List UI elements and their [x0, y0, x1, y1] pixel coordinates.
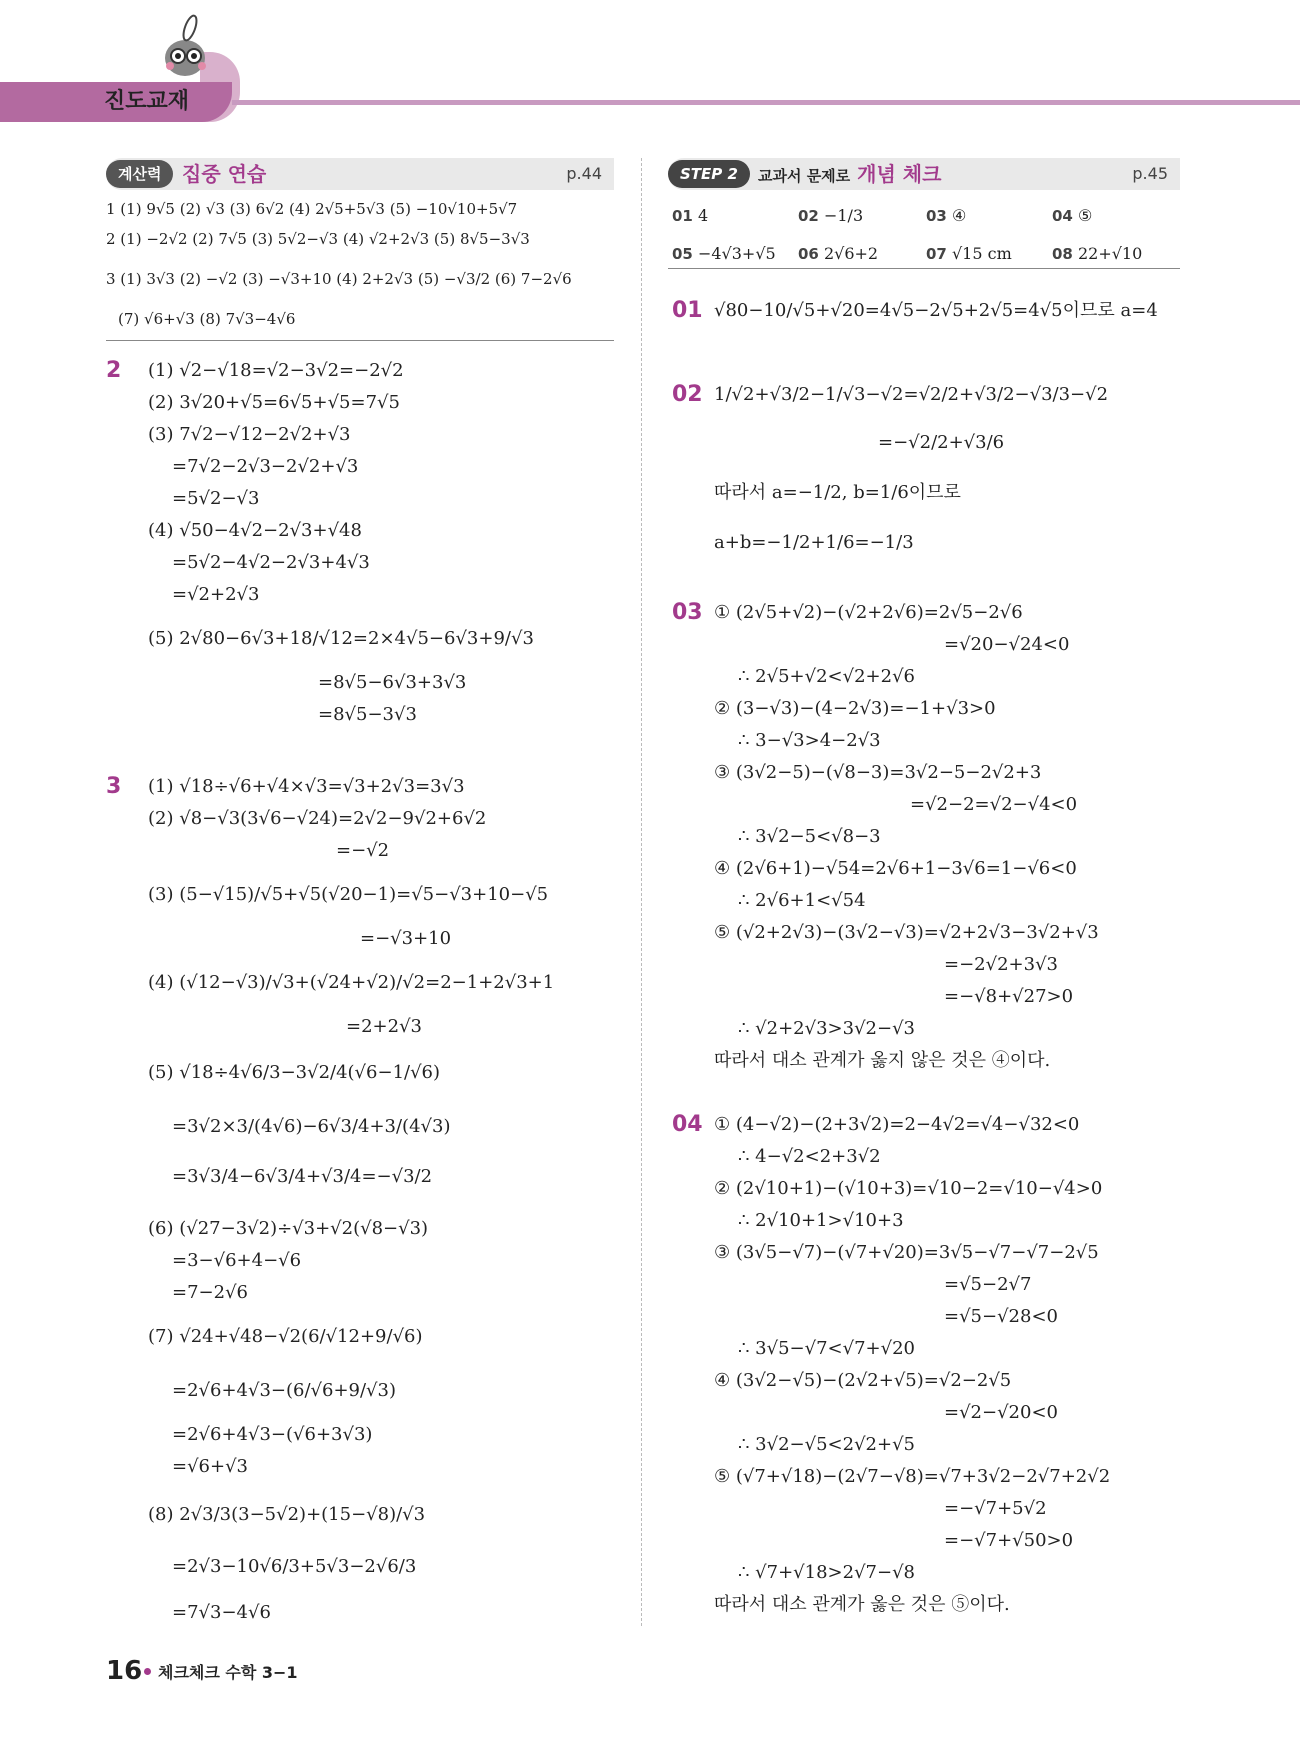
solution-line: 따라서 대소 관계가 옳은 것은 ⑤이다.: [714, 1594, 1010, 1615]
solution-line: =2√6+4√3−(√6+3√3): [172, 1424, 373, 1445]
solution-line: =√6+√3: [172, 1456, 249, 1477]
solution-line: =7−2√6: [172, 1282, 248, 1303]
solution-line: ① (4−√2)−(2+3√2)=2−4√2=√4−√32<0: [714, 1114, 1080, 1135]
answer-08: 08 22+√10: [1052, 244, 1143, 263]
answer-07: 07 √15 cm: [926, 244, 1012, 263]
divider: [668, 268, 1180, 269]
problem-number: 2: [106, 358, 122, 383]
solution-line: (4) (√12−√3)/√3+(√24+√2)/√2=2−1+2√3+1: [148, 972, 555, 993]
answer-02: 02 −1/3: [798, 206, 864, 225]
problem-number: 04: [672, 1112, 703, 1137]
solution-line: (8) 2√3/3(3−5√2)+(15−√8)/√3: [148, 1504, 426, 1525]
solution-line: =−√7+√50>0: [944, 1530, 1074, 1551]
solution-line: ∴ 3√2−√5<2√2+√5: [738, 1434, 916, 1455]
solution-line: =2√3−10√6/3+5√3−2√6/3: [172, 1556, 417, 1577]
solution-line: =5√2−4√2−2√3+4√3: [172, 552, 370, 573]
step-badge: STEP 2: [668, 160, 750, 188]
answer-line: 3 (1) 3√3 (2) −√2 (3) −√3+10 (4) 2+2√3 (5) −√3/2 (6) 7−2√6: [106, 270, 572, 288]
solution-line: =√20−√24<0: [944, 634, 1070, 655]
bullet-icon: [144, 1668, 151, 1675]
section-title: 집중 연습: [182, 162, 267, 186]
solution-line: =√2−√20<0: [944, 1402, 1058, 1423]
solution-line: =−2√2+3√3: [944, 954, 1058, 975]
answer-line: 1 (1) 9√5 (2) √3 (3) 6√2 (4) 2√5+5√3 (5) −10√10+5√7: [106, 200, 518, 218]
solution-line: ∴ 2√5+√2<√2+2√6: [738, 666, 916, 687]
solution-line: ⑤ (√7+√18)−(2√7−√8)=√7+3√2−2√7+2√2: [714, 1466, 1111, 1487]
header-line: [232, 100, 1300, 105]
solution-line: =7√3−4√6: [172, 1602, 271, 1623]
left-section-header: [106, 158, 614, 190]
column-divider: [641, 158, 643, 1626]
page-number: 16: [106, 1656, 143, 1686]
mascot-icon: [150, 14, 220, 84]
solution-line: (5) 2√80−6√3+18/√12=2×4√5−6√3+9/√3: [148, 628, 534, 649]
section-title-prefix: 교과서 문제로: [758, 167, 851, 185]
solution-line: ∴ √2+2√3>3√2−√3: [738, 1018, 916, 1039]
solution-line: a+b=−1/2+1/6=−1/3: [714, 532, 914, 553]
solution-line: =−√7+5√2: [944, 1498, 1047, 1519]
solution-line: =−√2/2+√3/6: [878, 432, 1005, 453]
solution-line: √80−10/√5+√20=4√5−2√5+2√5=4√5이므로 a=4: [714, 300, 1158, 321]
problem-number: 01: [672, 298, 703, 323]
problem-number: 02: [672, 382, 703, 407]
solution-line: =5√2−√3: [172, 488, 260, 509]
solution-line: =√2−2=√2−√4<0: [910, 794, 1078, 815]
solution-line: =8√5−6√3+3√3: [318, 672, 467, 693]
solution-line: ③ (3√5−√7)−(√7+√20)=3√5−√7−√7−2√5: [714, 1242, 1099, 1263]
solution-line: ① (2√5+√2)−(√2+2√6)=2√5−2√6: [714, 602, 1023, 623]
solution-line: =3−√6+4−√6: [172, 1250, 302, 1271]
answer-05: 05 −4√3+√5: [672, 244, 776, 263]
solution-line: (5) √18÷4√6/3−3√2/4(√6−1/√6): [148, 1062, 441, 1083]
solution-line: ④ (2√6+1)−√54=2√6+1−3√6=1−√6<0: [714, 858, 1077, 879]
solution-line: 1/√2+√3/2−1/√3−√2=√2/2+√3/2−√3/3−√2: [714, 384, 1109, 405]
solution-line: (1) √2−√18=√2−3√2=−2√2: [148, 360, 404, 381]
solution-line: (4) √50−4√2−2√3+√48: [148, 520, 362, 541]
solution-line: ∴ 3√2−5<√8−3: [738, 826, 881, 847]
solution-line: =3√3/4−6√3/4+√3/4=−√3/2: [172, 1166, 433, 1187]
answer-01: 01 4: [672, 206, 709, 225]
solution-line: ③ (3√2−5)−(√8−3)=3√2−5−2√2+3: [714, 762, 1042, 783]
answer-line: (7) √6+√3 (8) 7√3−4√6: [118, 310, 296, 328]
divider: [106, 340, 614, 341]
solution-line: 따라서 a=−1/2, b=1/6이므로: [714, 482, 961, 503]
solution-line: =2+2√3: [346, 1016, 422, 1037]
solution-line: =2√6+4√3−(6/√6+9/√3): [172, 1380, 396, 1401]
solution-line: (2) √8−√3(3√6−√24)=2√2−9√2+6√2: [148, 808, 487, 829]
solution-line: (6) (√27−3√2)÷√3+√2(√8−√3): [148, 1218, 429, 1239]
solution-line: =√5−√28<0: [944, 1306, 1058, 1327]
solution-line: (3) 7√2−√12−2√2+√3: [148, 424, 351, 445]
right-section-header: [668, 158, 1180, 190]
section-badge: 계산력: [106, 160, 173, 188]
solution-line: ∴ 2√6+1<√54: [738, 890, 866, 911]
solution-line: ∴ 2√10+1>√10+3: [738, 1210, 904, 1231]
solution-line: =−√3+10: [360, 928, 452, 949]
header-title: 진도교재: [104, 89, 190, 114]
solution-line: ∴ √7+√18>2√7−√8: [738, 1562, 916, 1583]
page-ref: p.44: [566, 164, 602, 183]
solution-line: (1) √18÷√6+√4×√3=√3+2√3=3√3: [148, 776, 465, 797]
page-ref: p.45: [1132, 164, 1168, 183]
solution-line: ④ (3√2−√5)−(2√2+√5)=√2−2√5: [714, 1370, 1012, 1391]
answer-line: 2 (1) −2√2 (2) 7√5 (3) 5√2−√3 (4) √2+2√3 (5) 8√5−3√3: [106, 230, 530, 248]
answer-03: 03 ④: [926, 206, 967, 225]
solution-line: =−√8+√27>0: [944, 986, 1074, 1007]
solution-line: =7√2−2√3−2√2+√3: [172, 456, 359, 477]
answer-04: 04 ⑤: [1052, 206, 1093, 225]
solution-line: ∴ 3−√3>4−2√3: [738, 730, 881, 751]
problem-number: 03: [672, 600, 703, 625]
book-title: 체크체크 수학 3−1: [158, 1663, 298, 1682]
solution-line: ② (3−√3)−(4−2√3)=−1+√3>0: [714, 698, 996, 719]
solution-line: =8√5−3√3: [318, 704, 417, 725]
solution-line: (2) 3√20+√5=6√5+√5=7√5: [148, 392, 400, 413]
solution-line: 따라서 대소 관계가 옳지 않은 것은 ④이다.: [714, 1050, 1051, 1071]
solution-line: =√2+2√3: [172, 584, 260, 605]
solution-line: (7) √24+√48−√2(6/√12+9/√6): [148, 1326, 423, 1347]
solution-line: ② (2√10+1)−(√10+3)=√10−2=√10−√4>0: [714, 1178, 1103, 1199]
solution-line: =3√2×3/(4√6)−6√3/4+3/(4√3): [172, 1116, 451, 1137]
solution-line: =√5−2√7: [944, 1274, 1032, 1295]
solution-line: (3) (5−√15)/√5+√5(√20−1)=√5−√3+10−√5: [148, 884, 549, 905]
solution-line: ∴ 4−√2<2+3√2: [738, 1146, 881, 1167]
solution-line: =−√2: [336, 840, 390, 861]
answer-06: 06 2√6+2: [798, 244, 879, 263]
section-title: [758, 160, 941, 190]
solution-line: ⑤ (√2+2√3)−(3√2−√3)=√2+2√3−3√2+√3: [714, 922, 1099, 943]
section-title-main: 개념 체크: [857, 162, 942, 186]
problem-number: 3: [106, 774, 122, 799]
solution-line: ∴ 3√5−√7<√7+√20: [738, 1338, 916, 1359]
